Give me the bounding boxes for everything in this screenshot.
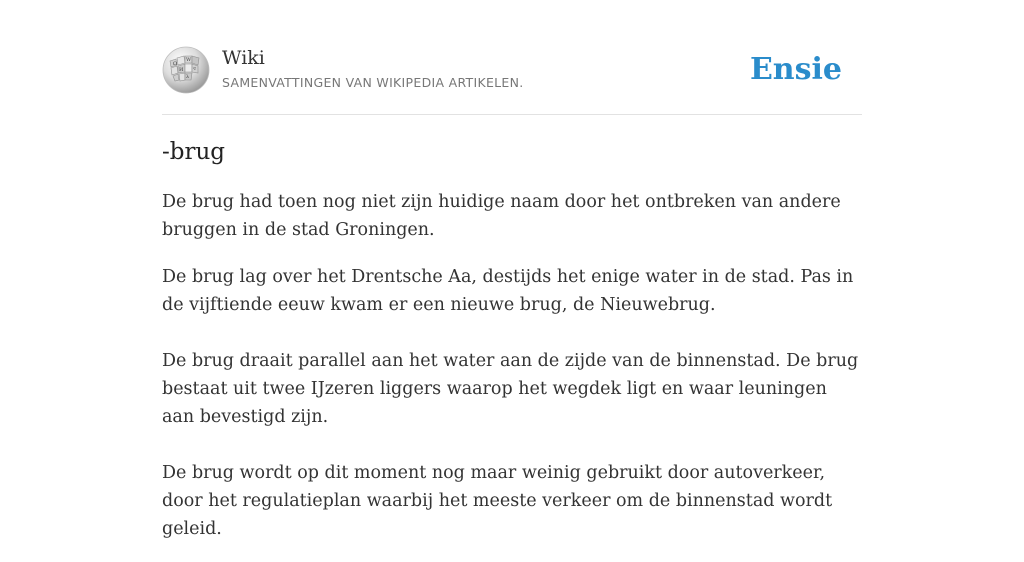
svg-text:ব: ব bbox=[193, 66, 196, 72]
article-content bbox=[162, 136, 862, 562]
wikipedia-globe-icon[interactable] bbox=[162, 46, 210, 94]
article-title: -brug bbox=[162, 139, 226, 165]
ensie-link[interactable]: Ensie bbox=[749, 52, 842, 87]
article-paragraph-3: De brug draait parallel aan het water aan de zijde van de binnenstad. De brug bestaat uit twee IJzeren liggers waarop het wegdek ligt en waar leuningen aan bevestigd zijn. bbox=[162, 351, 859, 427]
article-paragraph-2: De brug lag over het Drentsche Aa, destijds het enige water in de stad. Pas in de vijftiende eeuw kwam er een nieuwe brug, de Nieuwebrug. bbox=[162, 267, 854, 315]
article-paragraph-1: De brug had toen nog niet zijn huidige naam door het ontbreken van andere bruggen in de stad Groningen. bbox=[162, 192, 841, 240]
brand-name[interactable]: Wiki bbox=[222, 47, 265, 69]
svg-text:W: W bbox=[186, 57, 192, 63]
svg-text:Ω: Ω bbox=[173, 61, 178, 67]
svg-text:И: И bbox=[179, 67, 184, 73]
site-header bbox=[162, 44, 862, 115]
svg-text:λ: λ bbox=[186, 74, 190, 80]
brand-tagline: SAMENVATTINGEN VAN WIKIPEDIA ARTIKELEN. bbox=[222, 75, 524, 90]
article-paragraph-4: De brug wordt op dit moment nog maar weinig gebruikt door autoverkeer, door het regulatieplan waarbij het meeste verkeer om de binnenstad wordt geleid. bbox=[162, 463, 833, 539]
